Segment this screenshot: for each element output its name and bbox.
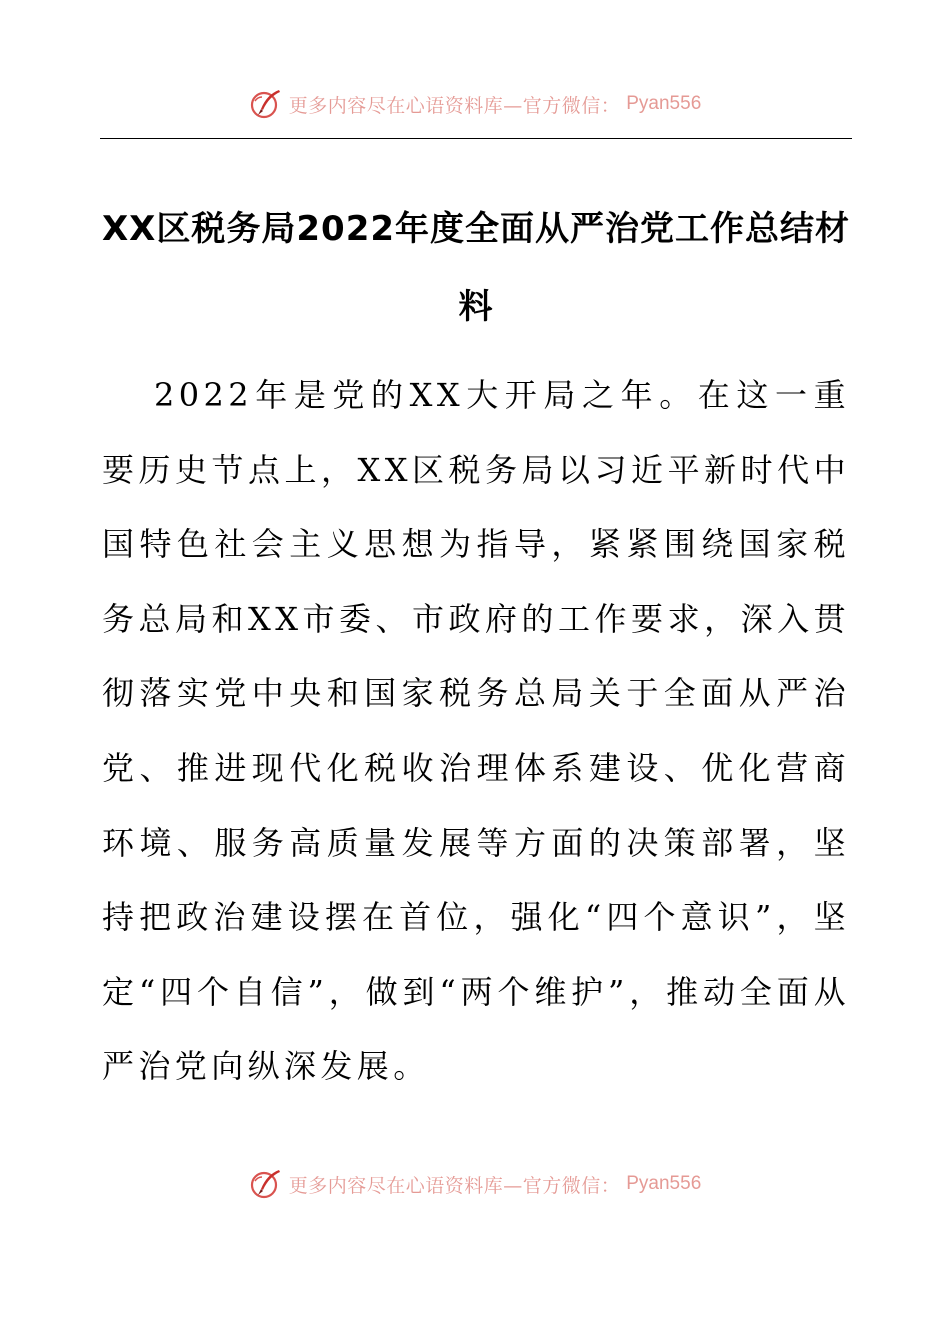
header-watermark (0, 84, 950, 124)
document-title: XX区税务局2022年度全面从严治党工作总结材料 (101, 209, 851, 327)
body-paragraph: 2022年是党的XX大开局之年。在这一重要历史节点上，XX区税务局以习近平新时代中国特色社会主义思想为指导，紧紧围绕国家税务总局和XX市委、市政府的工作要求，深入贯彻落实党中央和国家税务总局关于全面从严治党、推进现代化税收治理体系建设、优化营商环境、服务高质量发展等方面的决策部署，坚持把政治建设摆在首位，强化“四个意识”，坚定“四个自信”，做到“两个维护”，推动全面从严治党向纵深发展。 (102, 376, 850, 1086)
header-watermark-wechat-id: Pyan556 (626, 93, 702, 114)
header-watermark-text: 更多内容尽在心语资料库—官方微信： (288, 94, 621, 117)
footer-watermark (0, 1164, 950, 1204)
footer-watermark-wechat-id: Pyan556 (626, 1173, 702, 1194)
footer-watermark-text: 更多内容尽在心语资料库—官方微信： (288, 1174, 621, 1197)
quill-pen-logo-icon (249, 1167, 283, 1201)
quill-pen-logo-icon (249, 87, 283, 121)
header-divider (100, 138, 852, 139)
